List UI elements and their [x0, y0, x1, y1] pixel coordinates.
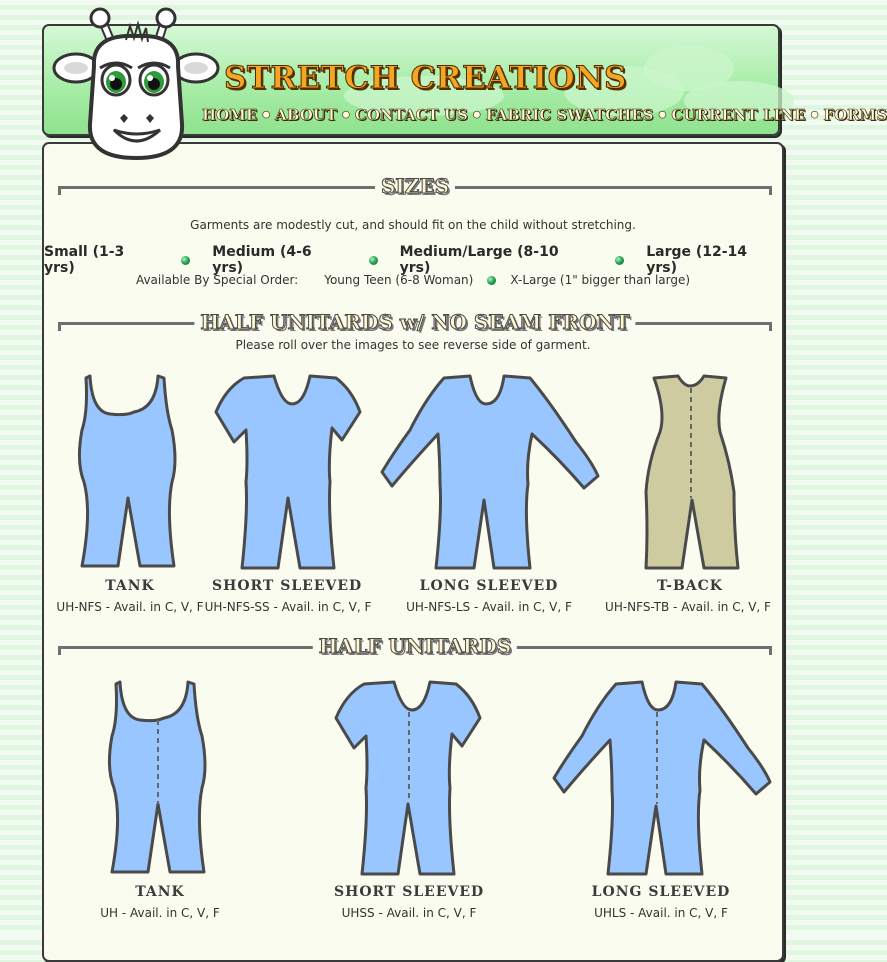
short-sleeved-nfs-shape	[216, 376, 360, 568]
garment-code: UH-NFS - Avail. in C, V, F	[56, 600, 204, 614]
special-order-sizes	[44, 273, 782, 287]
nav-fabric-swatches[interactable]: FABRIC SWATCHES	[485, 106, 654, 124]
nav-current-line[interactable]: CURRENT LINE	[671, 106, 806, 124]
nav-forms[interactable]: FORMS	[823, 106, 887, 124]
tank-nfs-shape	[79, 376, 175, 566]
garment-short-sleeved[interactable]	[332, 678, 482, 878]
half-unitards-heading: HALF UNITARDS	[313, 634, 517, 658]
standard-sizes	[44, 244, 782, 276]
bullet-icon	[615, 256, 624, 265]
garment-tank-nfs[interactable]	[78, 372, 182, 572]
section-heading-sizes	[58, 174, 772, 202]
garment-long-sleeved[interactable]	[552, 678, 772, 878]
site-title[interactable]: STRETCH CREATIONS	[224, 60, 627, 96]
size-large: Large (12-14 yrs)	[646, 244, 748, 276]
garment-tank[interactable]	[108, 678, 212, 878]
garment-code: UH-NFS-LS - Avail. in C, V, F	[406, 600, 572, 614]
garment-name: SHORT SLEEVED	[334, 884, 485, 900]
nav-contact-us[interactable]: CONTACT US	[354, 106, 468, 124]
nav-separator: ●	[810, 110, 819, 120]
size-young-teen: Young Teen (6-8 Woman)	[324, 273, 474, 287]
garment-code: UH-NFS-TB - Avail. in C, V, F	[605, 600, 771, 614]
half-unitards-no-seam-heading: HALF UNITARDS w/ NO SEAM FRONT	[194, 310, 635, 334]
garment-name: LONG SLEEVED	[591, 884, 731, 900]
main-nav	[202, 106, 887, 124]
size-small: Small (1-3 yrs)	[44, 244, 125, 276]
garment-t-back-nfs[interactable]	[638, 372, 742, 572]
garment-code: UHSS - Avail. in C, V, F	[341, 906, 477, 920]
long-sleeved-nfs-shape	[382, 376, 598, 568]
garment-name: TANK	[105, 578, 155, 594]
bullet-icon	[487, 276, 496, 285]
garment-name: TANK	[135, 884, 185, 900]
garment-short-sleeved-nfs[interactable]	[212, 372, 362, 572]
nav-home[interactable]: HOME	[202, 106, 258, 124]
bullet-icon	[181, 256, 190, 265]
bullet-icon	[369, 256, 378, 265]
section-heading-half-unitards	[58, 634, 772, 662]
giraffe-logo-icon[interactable]	[54, 6, 218, 166]
garment-long-sleeved-nfs[interactable]	[380, 372, 600, 572]
nav-about[interactable]: ABOUT	[275, 106, 338, 124]
garment-code: UHLS - Avail. in C, V, F	[594, 906, 728, 920]
size-medium-large: Medium/Large (8-10 yrs)	[399, 244, 559, 276]
nav-separator: ●	[342, 110, 350, 120]
section-heading-half-unitards-no-seam	[58, 310, 772, 338]
garment-name: T-BACK	[657, 578, 723, 594]
content-panel	[42, 142, 784, 962]
sizes-heading: SIZES	[375, 174, 455, 198]
garment-code: UH-NFS-SS - Avail. in C, V, F	[204, 600, 372, 614]
garment-name: LONG SLEEVED	[419, 578, 559, 594]
size-medium: Medium (4-6 yrs)	[212, 244, 312, 276]
garment-name: SHORT SLEEVED	[212, 578, 363, 594]
nav-separator: ●	[262, 110, 271, 120]
nav-separator: ●	[658, 110, 667, 120]
garment-code: UH - Avail. in C, V, F	[100, 906, 220, 920]
size-x-large: X-Large (1" bigger than large)	[510, 273, 691, 287]
rollover-note: Please roll over the images to see reverse side of garment.	[235, 338, 591, 352]
sizes-intro: Garments are modestly cut, and should fit on the child without stretching.	[190, 218, 636, 232]
special-order-label: Available By Special Order:	[135, 273, 299, 287]
long-sleeved-shape	[554, 682, 770, 874]
nav-separator: ●	[472, 110, 481, 120]
